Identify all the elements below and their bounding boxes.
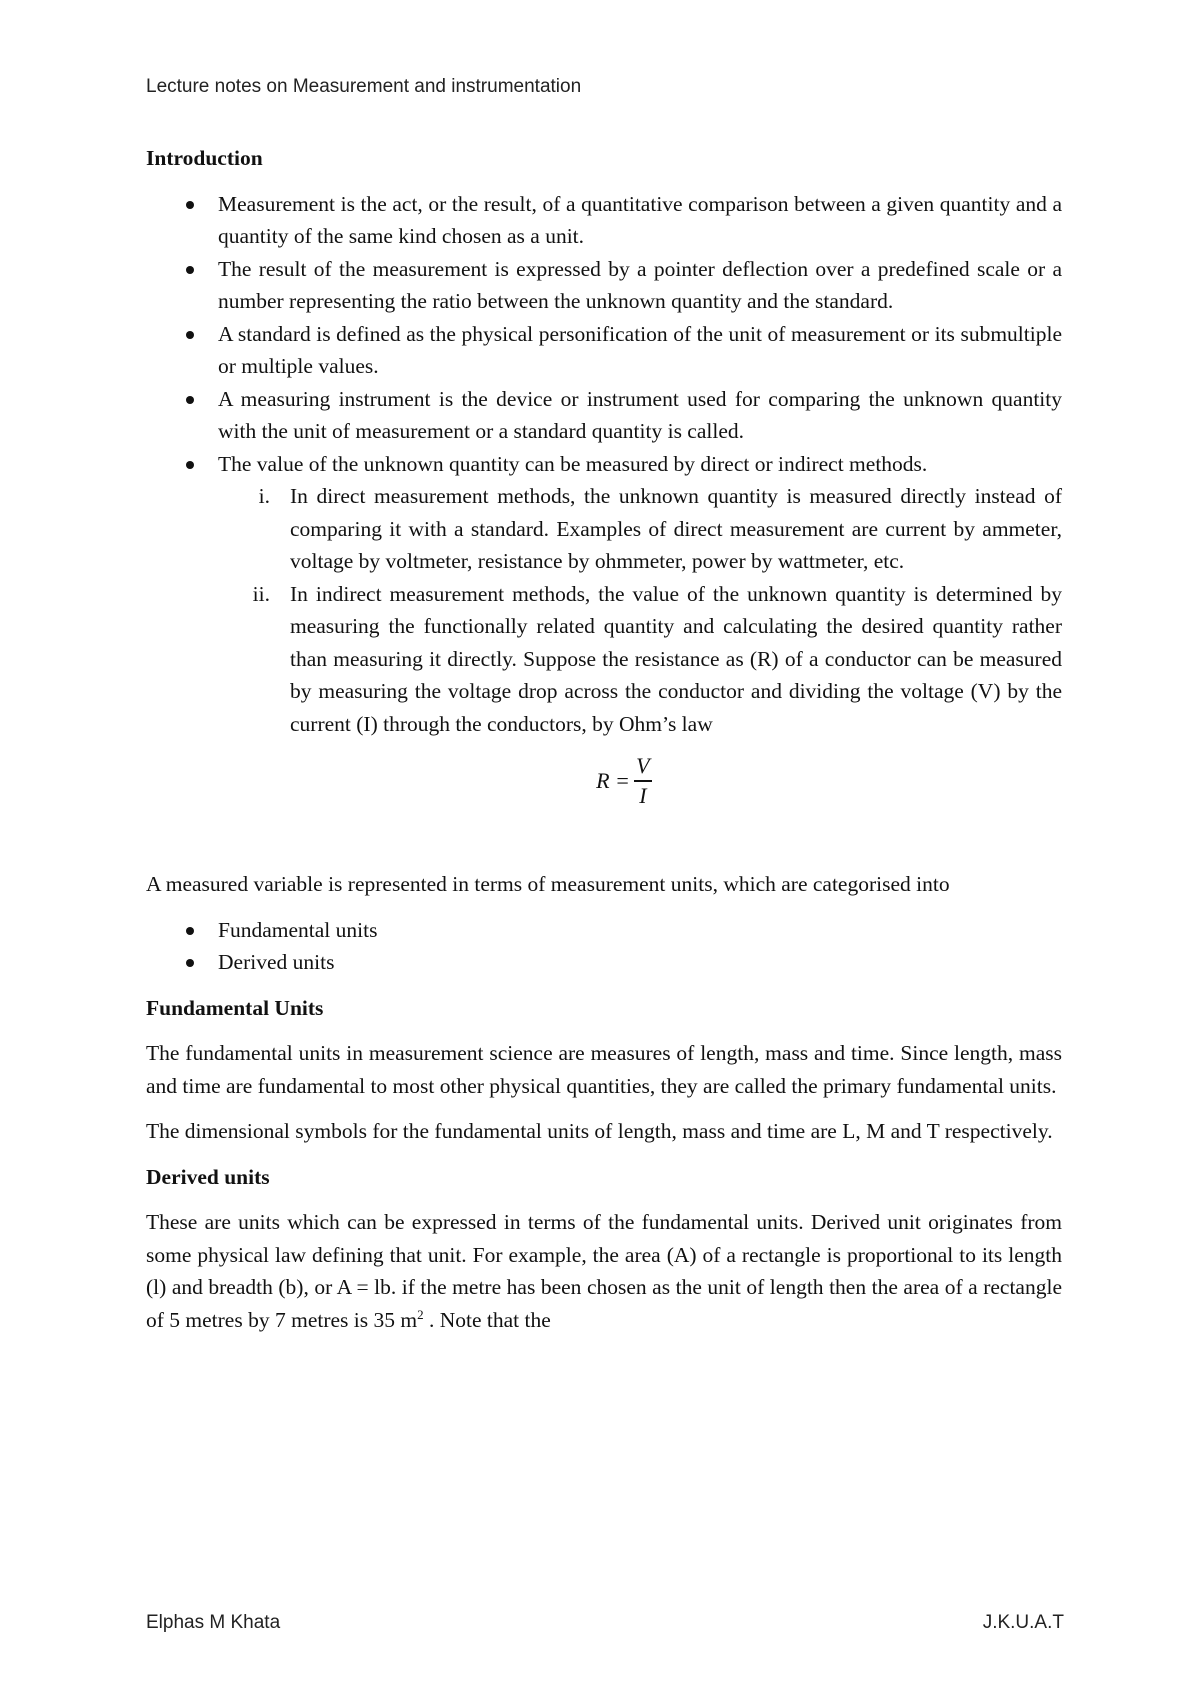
superscript: 2 <box>417 1306 424 1322</box>
units-bullet-list <box>146 914 1062 979</box>
list-item <box>146 914 1062 947</box>
formula-fraction <box>596 754 652 808</box>
bullet-text: Measurement is the act, or the result, of a quantitative comparison between a given quantity and a quantity of the same kind chosen as a unit. <box>218 191 1062 248</box>
fundamental-units-heading: Fundamental Units <box>146 995 324 1020</box>
derived-units-heading: Derived units <box>146 1164 270 1189</box>
list-item <box>146 188 1062 253</box>
list-item <box>146 253 1062 318</box>
units-intro-paragraph: A measured variable is represented in terms of measurement units, which are categorised into <box>146 872 950 896</box>
ohms-law-formula <box>146 754 1062 814</box>
list-item <box>218 578 1062 741</box>
dimensional-symbols-paragraph: The dimensional symbols for the fundamental units of length, mass and time are L, M and T respectively. <box>146 1119 1053 1143</box>
bullet-text: The result of the measurement is expressed by a pointer deflection over a predefined scale or a number representing the ratio between the unknown quantity and the standard. <box>218 256 1062 313</box>
list-item <box>146 383 1062 448</box>
bullet-text: Fundamental units <box>218 917 378 942</box>
bullet-icon <box>186 396 194 404</box>
bullet-icon <box>186 959 194 967</box>
bullet-icon <box>186 461 194 469</box>
roman-marker: i. <box>258 484 270 508</box>
footer-author: Elphas M Khata <box>146 1612 281 1633</box>
derived-units-text: These are units which can be expressed in terms of the fundamental units. Derived unit originates from some physical law defining that unit. For example, the area (A) of a rectangle is proportional to its length (l) and breadth (b), or A = lb. if the metre has been chosen as the unit of length then the area of a rectangle of 5 metres by 7 metres is 35 m <box>146 1210 1062 1332</box>
introduction-heading: Introduction <box>146 146 263 170</box>
derived-units-paragraph <box>146 1206 1062 1336</box>
derived-units-tail: . Note that the <box>423 1307 551 1332</box>
document-body <box>146 142 1062 1349</box>
formula-lhs: R = <box>596 767 630 793</box>
introduction-bullet-list <box>146 188 1062 741</box>
formula-denominator: I <box>639 782 647 808</box>
bullet-text: A standard is defined as the physical personification of the unit of measurement or its submultiple or multiple values. <box>218 321 1062 378</box>
bullet-text: Derived units <box>218 950 335 974</box>
page-footer <box>146 1612 1064 1634</box>
bullet-icon <box>186 266 194 274</box>
list-item <box>146 318 1062 383</box>
list-item <box>146 448 1062 741</box>
list-item <box>218 480 1062 578</box>
fundamental-units-paragraph: The fundamental units in measurement science are measures of length, mass and time. Since length, mass and time are fundamental to most other physical quantities, they are called the primary fundamental units. <box>146 1041 1062 1098</box>
bullet-text: The value of the unknown quantity can be measured by direct or indirect methods. <box>218 451 928 476</box>
bullet-icon <box>186 927 194 935</box>
formula-numerator: V <box>636 753 650 778</box>
bullet-icon <box>186 331 194 339</box>
roman-marker: ii. <box>252 581 270 606</box>
page-header: Lecture notes on Measurement and instrumentation <box>146 76 582 97</box>
fraction-bar <box>634 780 652 782</box>
fraction-stack <box>634 754 652 808</box>
measurement-methods-list <box>218 480 1062 740</box>
method-text: In direct measurement methods, the unknown quantity is measured directly instead of comparing it with a standard. Examples of direct measurement are current by ammeter, voltage by voltmeter, resistance by ohmmeter, power by wattmeter, etc. <box>290 484 1062 573</box>
bullet-icon <box>186 201 194 209</box>
list-item <box>146 946 1062 979</box>
bullet-text: A measuring instrument is the device or instrument used for comparing the unknown quantity with the unit of measurement or a standard quantity is called. <box>218 386 1062 443</box>
method-text: In indirect measurement methods, the value of the unknown quantity is determined by measuring the functionally related quantity and calculating the desired quantity rather than measuring it directly. Suppose the resistance as (R) of a conductor can be measured by measuring the voltage drop across the conductor and dividing the voltage (V) by the current (I) through the conductors, by Ohm’s law <box>290 581 1062 736</box>
footer-institution: J.K.U.A.T <box>982 1612 1064 1633</box>
